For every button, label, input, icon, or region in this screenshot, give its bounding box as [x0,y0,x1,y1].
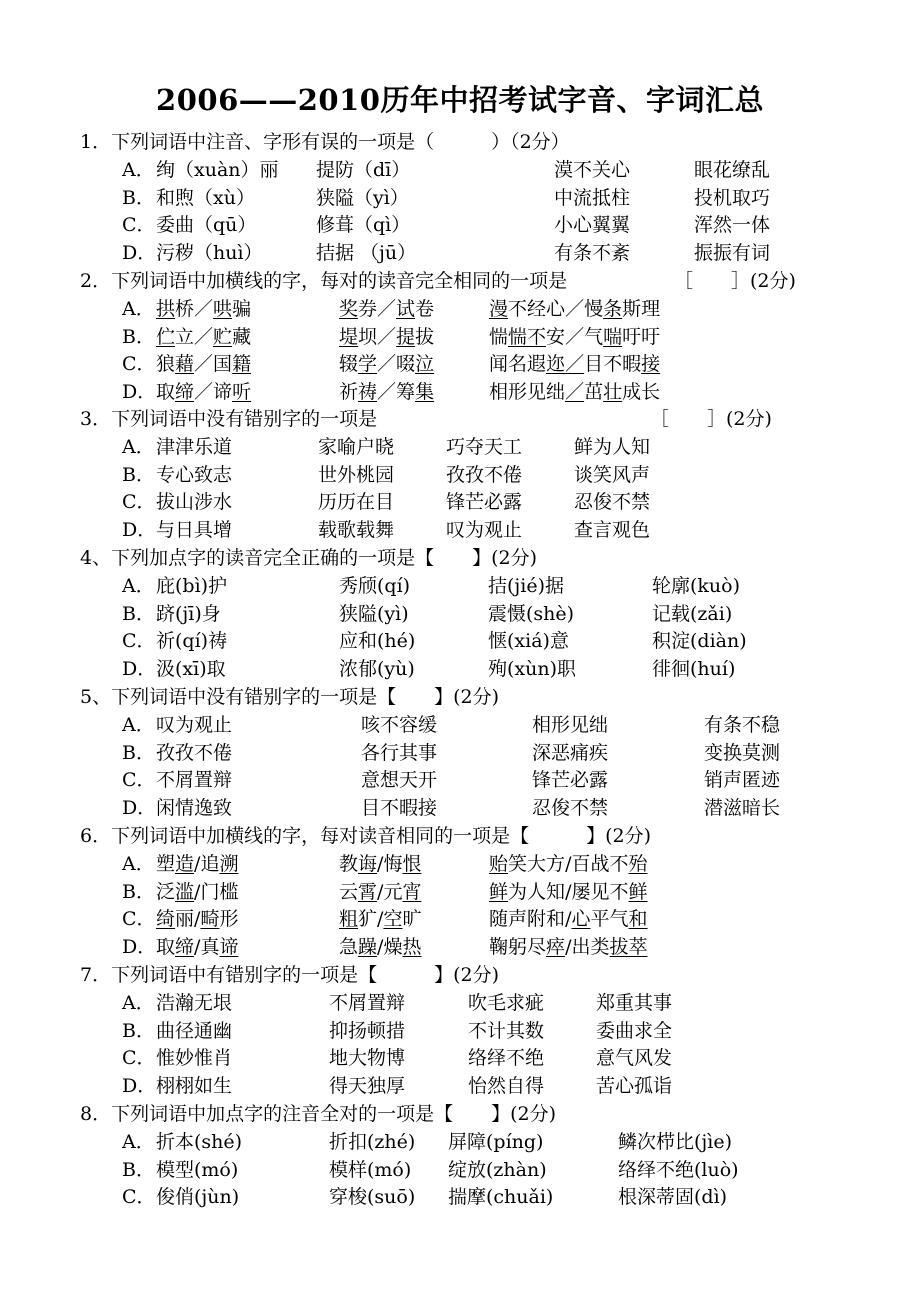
option-term: 意气风发 [596,1047,673,1069]
option-letter: A． [122,853,155,875]
option-term: 模样(mó) [329,1159,412,1181]
question-stem [80,1100,556,1128]
option-term: 和煦（xù） [156,187,255,209]
question-stem [80,405,772,433]
option-term: 小心翼翼 [554,214,631,236]
option-term: 揣摩(chuǎi) [448,1186,554,1208]
option-term: 怡然自得 [468,1075,545,1097]
option-term: 吹毛求疵 [468,992,545,1014]
option-letter: A． [122,436,155,458]
option-letter: A． [122,159,155,181]
question-text: 5、下列词语中没有错别字的一项是【 】(2分) [80,686,500,708]
option-term: 折本(shé) [156,1131,243,1153]
option-term: 鳞次栉比(jìe) [618,1131,733,1153]
question-text: 8．下列词语中加点字的注音全对的一项是【 】(2分) [80,1103,557,1125]
option-term: 各行其事 [361,742,438,764]
option-letter: C． [122,491,156,513]
option-term: 投机取巧 [694,187,771,209]
option-term: 漫不经心／慢条斯理 [489,298,661,320]
option-letter: B． [122,187,155,209]
option-term: 闻名遐迩／目不暇接 [489,353,661,375]
option-term: 不屑置辩 [329,992,406,1014]
option-term: 浓郁(yù) [339,658,415,680]
option-term: 委曲（qū） [156,214,257,236]
option-term: 地大物博 [329,1047,406,1069]
option-letter: D． [122,519,157,541]
option-term: 孜孜不倦 [446,464,523,486]
option-term: 奖券／试卷 [339,298,435,320]
option-term: 教诲/悔恨 [339,853,422,875]
question-text: 4、下列加点字的读音完全正确的一项是【 】(2分) [80,547,538,569]
question-stem [80,683,499,711]
option-term: 随声附和/心平气和 [489,908,648,930]
option-term: 锋芒必露 [532,769,609,791]
option-term: 意想天开 [361,769,438,791]
option-term: 变换莫测 [704,742,781,764]
option-term: 俊俏(jùn) [156,1186,240,1208]
option-letter: A． [122,575,155,597]
option-term: 辍学／啜泣 [339,353,435,375]
option-letter: B． [122,881,155,903]
option-term: 销声匿迹 [704,769,781,791]
option-term: 折扣(zhé) [329,1131,416,1153]
option-term: 拮(jié)据 [488,575,565,597]
option-term: 塑造/追溯 [156,853,239,875]
option-term: 祈(qí)祷 [156,630,228,652]
option-letter: D． [122,658,157,680]
question-stem [80,961,499,989]
question-text: 1．下列词语中注音、字形有误的一项是（ ）（2分） [80,131,570,153]
option-term: 狭隘(yì) [339,603,409,625]
option-term: 伫立／贮藏 [156,326,252,348]
question-text: 6．下列词语中加横线的字，每对读音相同的一项是【 】(2分) [80,825,652,847]
option-letter: B． [122,1159,155,1181]
option-term: 模型(mó) [156,1159,239,1181]
option-term: 拔山涉水 [156,491,233,513]
option-term: 浑然一体 [694,214,771,236]
option-letter: A． [122,992,155,1014]
option-letter: C． [122,630,156,652]
option-term: 贻笑大方/百战不殆 [489,853,648,875]
option-letter: A． [122,714,155,736]
option-term: 叹为观止 [156,714,233,736]
option-term: 殉(xùn)职 [488,658,577,680]
option-term: 云霄/元宵 [339,881,422,903]
option-term: 谈笑风声 [574,464,651,486]
option-letter: D． [122,1075,157,1097]
option-letter: C． [122,214,156,236]
question-text: 2．下列词语中加横线的字，每对的读音完全相同的一项是 [80,270,568,292]
option-term: 鲜为人知 [574,436,651,458]
option-term: 狭隘（yì） [316,187,409,209]
option-term: 络绎不绝 [468,1047,545,1069]
option-term: 应和(hé) [339,630,416,652]
option-term: 徘徊(huí) [652,658,736,680]
option-term: 查言观色 [574,519,651,541]
option-letter: B． [122,603,155,625]
option-term: 提防（dī） [316,159,411,181]
option-term: 抑扬顿措 [329,1020,406,1042]
option-letter: A． [122,1131,155,1153]
option-term: 狼藉／国籍 [156,353,252,375]
option-term: 修葺（qì） [316,214,411,236]
option-term: 汲(xī)取 [156,658,226,680]
option-letter: C． [122,908,156,930]
option-term: 绽放(zhàn) [448,1159,547,1181]
option-term: 与日具增 [156,519,233,541]
option-term: 急躁/燥热 [339,936,422,958]
option-term: 堤坝／提拔 [339,326,435,348]
question-text: 7．下列词语中有错别字的一项是【 】(2分) [80,964,500,986]
option-term: 津津乐道 [156,436,233,458]
option-term: 忍俊不禁 [532,797,609,819]
option-term: 不屑置辩 [156,769,233,791]
answer-bracket: ［ ］(2分) [674,270,796,292]
option-term: 惴惴不安／气喘吁吁 [489,326,661,348]
option-term: 目不暇接 [361,797,438,819]
option-term: 忍俊不禁 [574,491,651,513]
option-term: 孜孜不倦 [156,742,233,764]
option-letter: C． [122,1186,156,1208]
option-term: 络绎不绝(luò) [618,1159,739,1181]
option-term: 屏障(píng) [448,1131,544,1153]
option-term: 得天独厚 [329,1075,406,1097]
option-term: 惬(xiá)意 [488,630,569,652]
option-term: 有条不稳 [704,714,781,736]
option-letter: D． [122,797,157,819]
option-term: 苦心孤诣 [596,1075,673,1097]
option-term: 锋芒必露 [446,491,523,513]
option-term: 振振有词 [694,242,771,264]
option-term: 有条不紊 [554,242,631,264]
question-stem [80,544,537,572]
option-term: 世外桃园 [318,464,395,486]
option-term: 眼花缭乱 [694,159,771,181]
option-term: 叹为观止 [446,519,523,541]
option-term: 拮据 （jū） [316,242,417,264]
option-term: 拱桥／哄骗 [156,298,252,320]
option-term: 历历在目 [318,491,395,513]
option-term: 中流抵柱 [554,187,631,209]
option-term: 曲径通幽 [156,1020,233,1042]
option-term: 鞠躬尽瘁/出类拔萃 [489,936,648,958]
option-letter: B． [122,742,155,764]
option-term: 深恶痛疾 [532,742,609,764]
question-stem [80,822,651,850]
question-text: 3．下列词语中没有错别字的一项是 [80,408,378,430]
answer-bracket: ［ ］(2分) [650,408,772,430]
option-letter: C． [122,769,156,791]
option-term: 庇(bì)护 [156,575,228,597]
option-term: 泛滥/门槛 [156,881,239,903]
option-letter: D． [122,242,157,264]
option-term: 跻(jī)身 [156,603,221,625]
option-term: 相形见绌 [532,714,609,736]
option-letter: A． [122,298,155,320]
option-term: 取缔／谛听 [156,381,252,403]
option-term: 闲情逸致 [156,797,233,819]
option-letter: B． [122,1020,155,1042]
option-term: 污秽（huì） [156,242,263,264]
option-term: 漠不关心 [554,159,631,181]
option-term: 巧夺天工 [446,436,523,458]
option-term: 浩瀚无垠 [156,992,233,1014]
option-term: 不计其数 [468,1020,545,1042]
option-letter: B． [122,464,155,486]
option-term: 绮丽/畸形 [156,908,239,930]
option-term: 栩栩如生 [156,1075,233,1097]
option-letter: D． [122,936,157,958]
question-stem [80,128,570,156]
option-term: 记载(zǎi) [652,603,733,625]
option-term: 根深蒂固(dì) [618,1186,728,1208]
option-letter: C． [122,353,156,375]
option-term: 穿梭(suō) [329,1186,416,1208]
option-letter: B． [122,326,155,348]
option-term: 震慑(shè) [488,603,575,625]
page-title: 2006——2010历年中招考试字音、字词汇总 [156,83,764,117]
option-term: 积淀(diàn) [652,630,747,652]
option-term: 专心致志 [156,464,233,486]
option-term: 祈祷／筹集 [339,381,435,403]
option-letter: C． [122,1047,156,1069]
option-term: 家喻户晓 [318,436,395,458]
option-term: 咳不容缓 [361,714,438,736]
option-term: 秀颀(qí) [339,575,411,597]
option-term: 潜滋暗长 [704,797,781,819]
option-letter: D． [122,381,157,403]
option-term: 绚（xuàn）丽 [156,159,279,181]
option-term: 惟妙惟肖 [156,1047,233,1069]
option-term: 相形见绌／茁壮成长 [489,381,661,403]
option-term: 粗犷/空旷 [339,908,422,930]
option-term: 鲜为人知/屡见不鲜 [489,881,648,903]
option-term: 取缔/真谛 [156,936,239,958]
option-term: 委曲求全 [596,1020,673,1042]
option-term: 郑重其事 [596,992,673,1014]
option-term: 载歌载舞 [318,519,395,541]
option-term: 轮廓(kuò) [652,575,741,597]
question-stem [80,267,796,295]
